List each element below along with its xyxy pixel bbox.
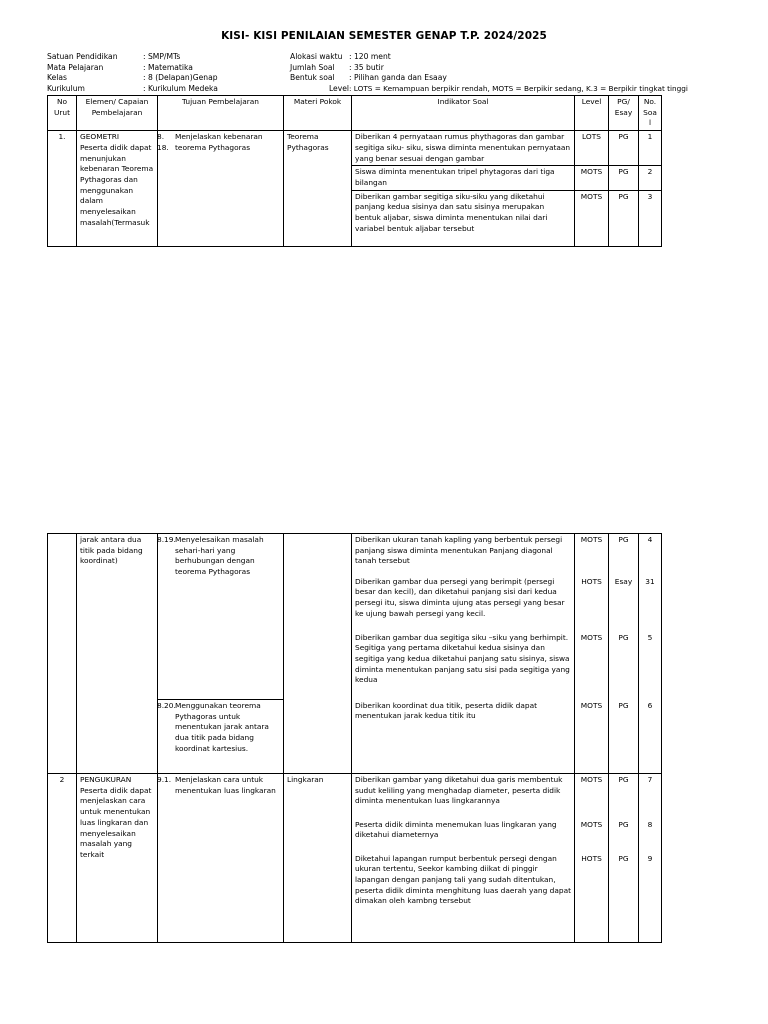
tujuan-cell [158,534,284,700]
meta-value: : Matematika [143,62,193,72]
meta-label: Jumlah Soal [290,62,335,72]
meta-label: Alokasi waktu [290,52,343,61]
meta-left [47,52,218,94]
meta-value: : LOTS = Kemampuan berpikir rendah, MOTS = Berpikir sedang, K.3 = Berpikir tingkat tinggi [349,83,688,93]
nosoal-cell: 3 [639,190,662,246]
table-row [48,774,662,819]
pg-cell: PG [609,131,639,166]
tujuan-number: 8.19. [157,535,176,544]
elemen-title: PENGUKURAN [80,775,132,784]
level-cell: HOTS [575,853,609,943]
table-row [48,131,662,166]
nosoal-cell: 31 [639,576,662,632]
pg-cell: PG [609,700,639,774]
elemen-cell [77,774,158,943]
table-header-row [48,96,662,131]
header-indikator: Indikator Soal [352,96,575,131]
materi-cell-empty [284,534,352,774]
indikator-cell: Diketahui lapangan rumput berbentuk persegi dengan ukuran tertentu, Seekor kambing diikat di pinggir lapangan dengan panjang tali yang sudah ditentukan, peserta didik diminta menghitung luas daerah yang dapat dimakan oleh kambng tersebut [352,853,575,943]
indikator-cell: Diberikan gambar yang diketahui dua garis membentuk sudut keliling yang menghadap diameter, peserta didik diminta menentukan luas lingkarannya [352,774,575,819]
materi-cell: Teorema Pythagoras [284,131,352,247]
level-cell: LOTS [575,131,609,166]
header-elemen: Elemen/ Capaian Pembelajaran [77,96,158,131]
indikator-cell: Siswa diminta menentukan tripel phytagoras dari tiga bilangan [352,166,575,190]
header-nosoal: No. Soa l [639,96,662,131]
materi-cell: Lingkaran [284,774,352,943]
kisi-table-page2 [47,533,662,943]
tujuan-text: Menjelaskan kebenaran teorema Pythagoras [175,132,263,152]
indikator-cell: Diberikan 4 pernyataan rumus phythagoras dan gambar segitiga siku- siku, siswa diminta menentukan pernyataan yang benar sesuai dengan gambar [352,131,575,166]
elemen-cell [77,131,158,247]
pg-cell: PG [609,534,639,576]
tujuan-cell [158,774,284,943]
pg-cell: PG [609,632,639,700]
indikator-cell: Peserta didik diminta menemukan luas lingkaran yang diketahui diameternya [352,819,575,853]
document-title: KISI- KISI PENILAIAN SEMESTER GENAP T.P. 2024/2025 [221,30,547,42]
tujuan-text: Menyelesaikan masalah sehari-hari yang berhubungan dengan teorema Pythagoras [175,535,264,577]
indikator-cell: Diberikan gambar segitiga siku-siku yang diketahui panjang kedua sisinya dan satu sisinya merupakan bentuk aljabar, siswa diminta menentukan nilai dari variabel bentuk aljabar tersebut [352,190,575,246]
elemen-text: Peserta didik dapat menunjukan kebenaran Teorema Pythagoras dan menggunakan dalam menyelesaikan masalah(Termasuk [80,142,154,227]
pg-cell: PG [609,774,639,819]
pg-cell: PG [609,166,639,190]
pg-cell: PG [609,853,639,943]
indikator-cell: Diberikan gambar dua persegi yang berimpit (persegi besar dan kecil), dan diketahui panjang sisi dari kedua persegi itu, siswa diminta ujung atas persegi yang besar ke ujung bawah persegi yang kecil. [352,576,575,632]
table-row [48,534,662,576]
meta-right [290,52,688,94]
meta-label: Bentuk soal [290,73,335,83]
tujuan-cell [158,700,284,774]
kisi-table-page1 [47,95,662,247]
pg-cell: PG [609,819,639,853]
row-number: 1. [48,131,77,247]
level-cell: MOTS [575,190,609,246]
nosoal-cell: 1 [639,131,662,166]
level-cell: MOTS [575,166,609,190]
nosoal-cell: 8 [639,819,662,853]
nosoal-cell: 2 [639,166,662,190]
meta-value: : 120 ment [349,52,391,61]
indikator-cell: Diberikan ukuran tanah kapling yang berbentuk persegi panjang siswa diminta menentukan Panjang diagonal tanah tersebut [352,534,575,576]
meta-value: : 8 (Delapan)Genap [143,73,218,83]
header-materi: Materi Pokok [284,96,352,131]
level-cell: MOTS [575,774,609,819]
tujuan-number: 9.1. [157,775,172,784]
row-number: 2 [48,774,77,943]
meta-label: Level [328,83,349,93]
tujuan-text: Menggunakan teorema Pythagoras untuk menentukan jarak antara dua titik pada bidang koordinat kartesius. [175,701,269,753]
meta-label: Kelas [47,73,67,83]
level-cell: MOTS [575,700,609,774]
pg-cell: Esay [609,576,639,632]
row-number-empty [48,534,77,774]
tujuan-cell [158,131,284,247]
header-tujuan: Tujuan Pembelajaran [158,96,284,131]
nosoal-cell: 5 [639,632,662,700]
tujuan-number: 8.20. [157,701,176,710]
tujuan-text: Menjelaskan cara untuk menentukan luas lingkaran [175,775,276,795]
meta-value: : Pilihan ganda dan Esaay [349,73,447,83]
meta-value: : 35 butir [349,62,384,72]
nosoal-cell: 9 [639,853,662,943]
pg-cell: PG [609,190,639,246]
header-no: No Urut [48,96,77,131]
nosoal-cell: 6 [639,700,662,774]
header-level: Level [575,96,609,131]
elemen-cell: jarak antara dua titik pada bidang koordinat) [77,534,158,774]
nosoal-cell: 7 [639,774,662,819]
meta-value: : SMP/MTs [143,52,181,61]
level-cell: MOTS [575,534,609,576]
nosoal-cell: 4 [639,534,662,576]
level-cell: MOTS [575,632,609,700]
meta-label: Satuan Pendidikan [47,52,118,61]
indikator-cell: Diberikan gambar dua segitiga siku –siku yang berhimpit. Segitiga yang pertama diketahui kedua sisinya dan segitiga yang kedua diketahui panjang satu sisinya, siswa diminta menentukan panjang satu sisi pada segitiga yang kedua [352,632,575,700]
elemen-title: GEOMETRI [80,132,120,142]
meta-label: Kurikulum [47,83,85,93]
indikator-cell: Diberikan koordinat dua titik, peserta didik dapat menentukan jarak kedua titik itu [352,700,575,774]
level-cell: HOTS [575,576,609,632]
elemen-text: Peserta didik dapat menjelaskan cara untuk menentukan luas lingkaran dan menyelesaikan masalah yang terkait [80,785,152,859]
meta-label: Mata Pelajaran [47,62,104,72]
tujuan-number: 8. 18. [157,132,169,152]
meta-value: : Kurikulum Medeka [143,83,218,93]
level-cell: MOTS [575,819,609,853]
header-pg: PG/ Esay [609,96,639,131]
